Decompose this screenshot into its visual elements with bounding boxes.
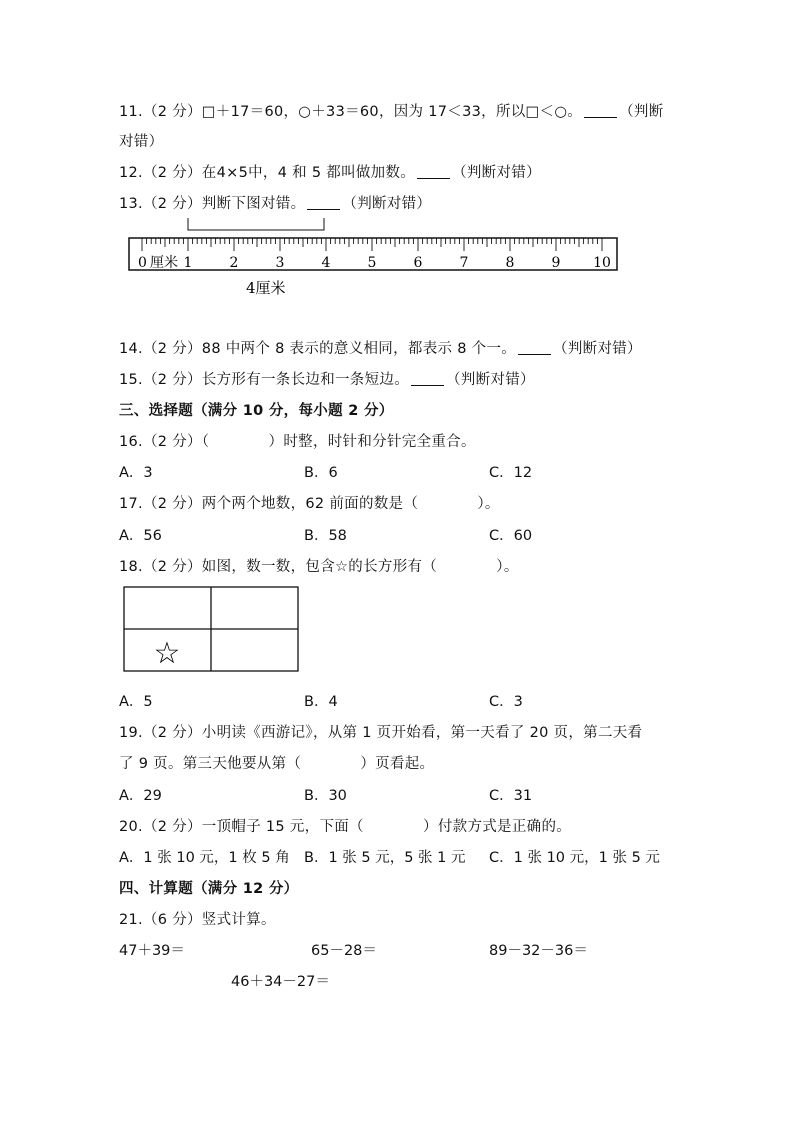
answer-blank[interactable] xyxy=(518,340,551,355)
ruler-label: 4 xyxy=(321,255,331,271)
question-11-line2: 对错） xyxy=(119,134,164,150)
ruler-label: 2 xyxy=(229,255,239,271)
ruler-label: 0 xyxy=(138,255,147,271)
question-16-options xyxy=(119,461,679,481)
rectangle-grid-figure xyxy=(123,586,299,672)
option-c[interactable]: C．3 xyxy=(489,694,523,710)
question-16: 16.（2 分）（ ）时整，时针和分针完全重合。 xyxy=(119,434,476,450)
question-17-options xyxy=(119,524,679,544)
section-3-title: 三、选择题（满分 10 分，每小题 2 分） xyxy=(119,403,394,419)
option-c[interactable]: C．1 张 10 元，1 张 5 元 xyxy=(489,850,660,866)
option-a[interactable]: A．5 xyxy=(119,694,153,710)
calc-expression-1: 47＋39＝ xyxy=(119,943,185,959)
question-18-options xyxy=(119,690,679,710)
option-b[interactable]: B．58 xyxy=(304,528,347,544)
question-13: 13.（2 分）判断下图对错。 （判断对错） xyxy=(119,196,432,212)
calc-expression-4: 46＋34－27＝ xyxy=(231,974,330,990)
question-20: 20.（2 分）一顶帽子 15 元，下面（ ）付款方式是正确的。 xyxy=(119,819,572,835)
option-c[interactable]: C．60 xyxy=(489,528,533,544)
question-15: 15.（2 分）长方形有一条长边和一条短边。 （判断对错） xyxy=(119,372,535,388)
option-b[interactable]: B．4 xyxy=(304,694,338,710)
section-4-title: 四、计算题（满分 12 分） xyxy=(119,881,299,897)
ruler-unit-label: 厘米 xyxy=(150,255,178,271)
ruler-label: 5 xyxy=(367,255,377,271)
question-18: 18.（2 分）如图，数一数，包含☆的长方形有（ ）。 xyxy=(119,559,519,575)
ruler-label: 10 xyxy=(593,255,611,271)
ruler-label: 7 xyxy=(459,255,469,271)
calc-expression-3: 89－32－36＝ xyxy=(489,943,588,959)
answer-blank[interactable] xyxy=(411,371,444,386)
option-a[interactable]: A．3 xyxy=(119,465,153,481)
answer-blank[interactable] xyxy=(584,103,617,118)
star-icon: ☆ xyxy=(153,636,181,671)
ruler-label: 3 xyxy=(275,255,285,271)
option-b[interactable]: B．6 xyxy=(304,465,338,481)
ruler-label: 8 xyxy=(505,255,515,271)
ruler-label: 1 xyxy=(183,255,193,271)
option-a[interactable]: A．1 张 10 元，1 枚 5 角 xyxy=(119,850,290,866)
option-b[interactable]: B．1 张 5 元，5 张 1 元 xyxy=(304,850,466,866)
ruler-label: 6 xyxy=(413,255,423,271)
question-19-options xyxy=(119,784,679,804)
question-20-options xyxy=(119,846,679,866)
calc-expression-2: 65－28＝ xyxy=(311,943,377,959)
question-17: 17.（2 分）两个两个地数，62 前面的数是（ ）。 xyxy=(119,496,500,512)
ruler-caption: 4厘米 xyxy=(246,279,286,297)
question-19-line1: 19.（2 分）小明读《西游记》，从第 1 页开始看，第一天看了 20 页，第二天看 xyxy=(119,725,643,741)
question-21: 21.（6 分）竖式计算。 xyxy=(119,912,276,928)
question-14: 14.（2 分）88 中两个 8 表示的意义相同，都表示 8 个一。 （判断对错） xyxy=(119,341,642,357)
measure-bracket xyxy=(188,218,324,230)
ruler-figure xyxy=(128,216,618,306)
answer-blank[interactable] xyxy=(307,195,340,210)
option-c[interactable]: C．31 xyxy=(489,788,533,804)
ruler-label: 9 xyxy=(551,255,561,271)
question-12: 12.（2 分）在4×5中，4 和 5 都叫做加数。 （判断对错） xyxy=(119,165,541,181)
question-19-line2: 了 9 页。第三天他要从第（ ）页看起。 xyxy=(119,756,435,772)
option-b[interactable]: B．30 xyxy=(304,788,347,804)
option-c[interactable]: C．12 xyxy=(489,465,533,481)
option-a[interactable]: A．29 xyxy=(119,788,162,804)
answer-blank[interactable] xyxy=(417,164,450,179)
question-11-line1: 11.（2 分）□＋17＝60，○＋33＝60，因为 17＜33，所以□＜○。 （判断 xyxy=(119,104,664,120)
option-a[interactable]: A．56 xyxy=(119,528,162,544)
